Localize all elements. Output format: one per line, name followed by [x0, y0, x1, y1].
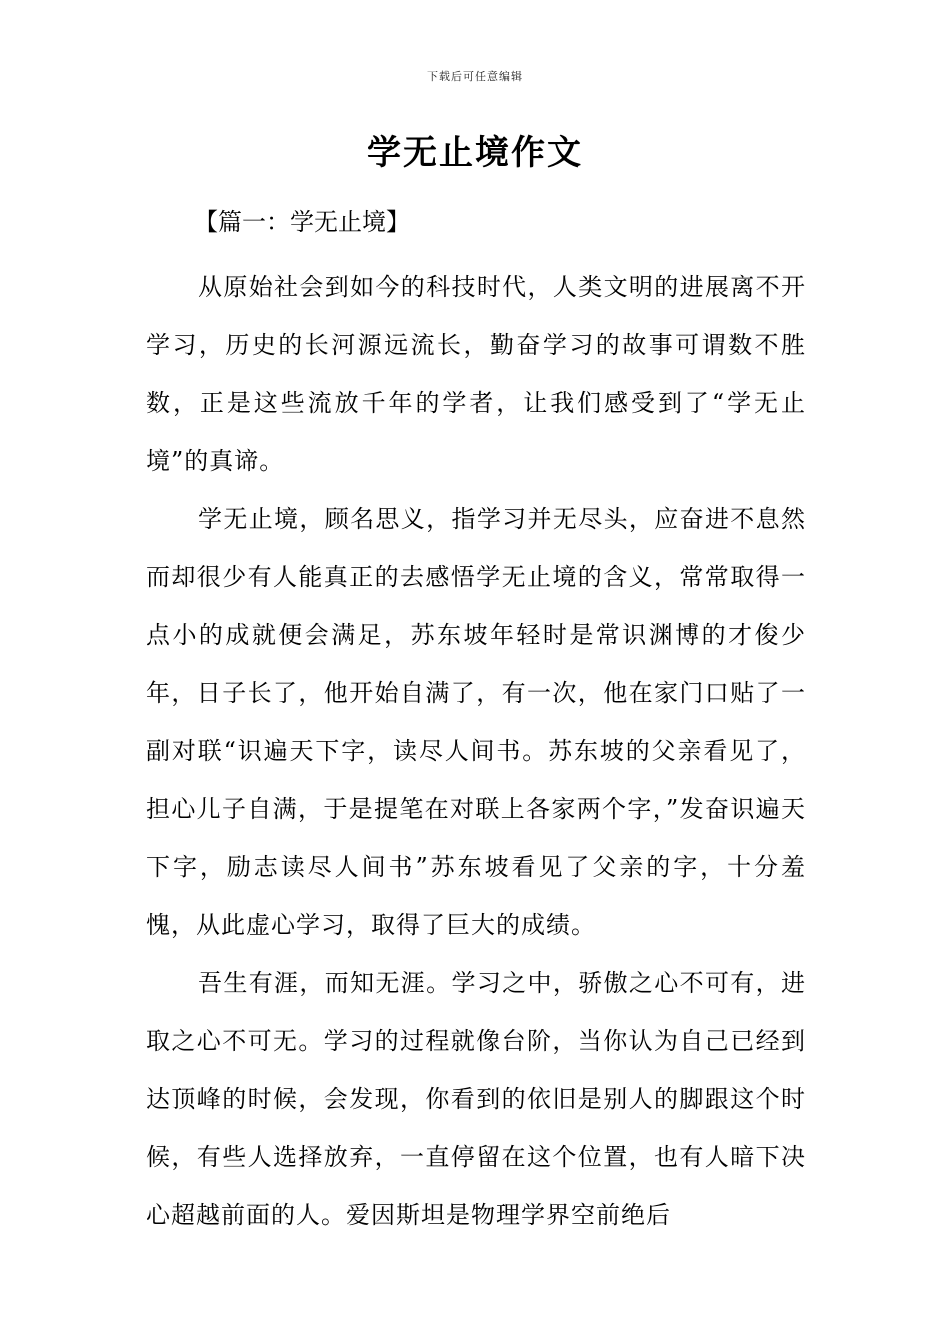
paragraph-1: 从原始社会到如今的科技时代，人类文明的进展离不开学习，历史的长河源远流长，勤奋学习的故事可谓数不胜数，正是这些流放千年的学者，让我们感受到了“学无止境”的真谛。 — [146, 273, 806, 475]
document-body — [146, 200, 806, 1244]
paragraph-2: 学无止境，顾名思义，指学习并无尽头，应奋进不息然而却很少有人能真正的去感悟学无止境的含义，常常取得一点小的成就便会满足，苏东坡年轻时是常识渊博的才俊少年，日子长了，他开始自满了，有一次，他在家门口贴了一副对联“识遍天下字，读尽人间书。苏东坡的父亲看见了，担心儿子自满，于是提笔在对联上各家两个字，”发奋识遍天下字，励志读尽人间书”苏东坡看见了父亲的字，十分羞愧，从此虚心学习，取得了巨大的成绩。 — [146, 505, 806, 939]
paragraph-3: 吾生有涯，而知无涯。学习之中，骄傲之心不可有，进取之心不可无。学习的过程就像台阶，当你认为自己已经到达顶峰的时候，会发现，你看到的依旧是别人的脚跟这个时候，有些人选择放弃，一直停留在这个位置，也有人暗下决心超越前面的人。爱因斯坦是物理学界空前绝后 — [146, 969, 806, 1229]
section-heading: 【篇一：学无止境】 — [194, 208, 410, 236]
document-title: 学无止境作文 — [367, 133, 583, 173]
page-header-note: 下载后可任意编辑 — [427, 70, 523, 83]
